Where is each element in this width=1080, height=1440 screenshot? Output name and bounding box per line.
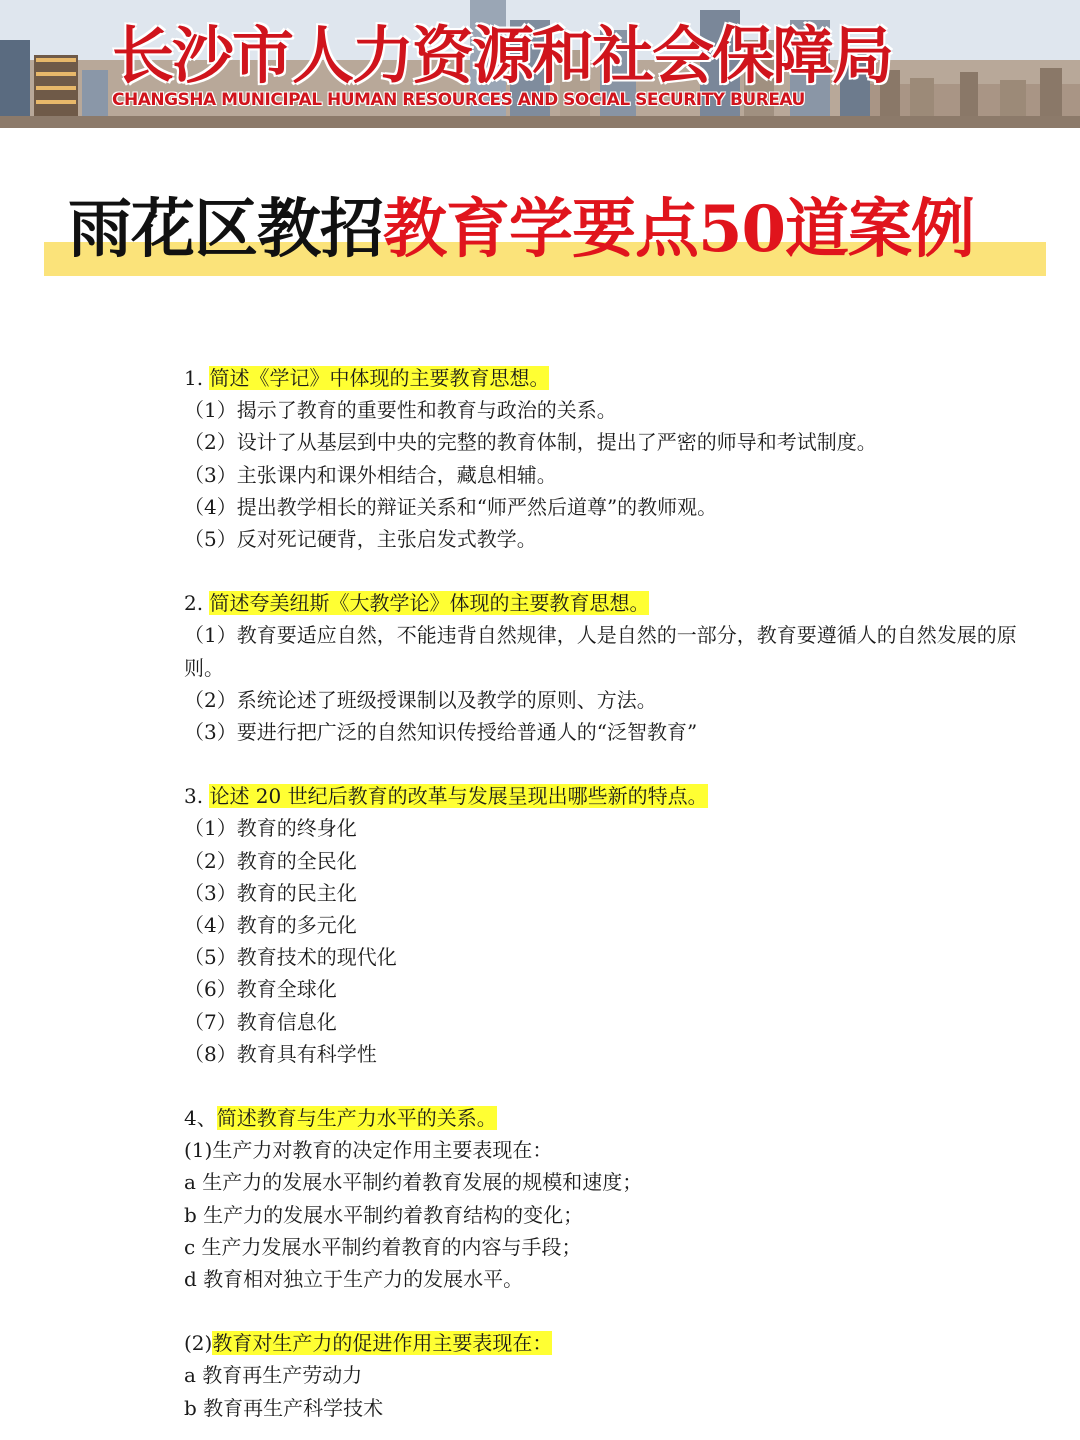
- answer-line: （3）教育的民主化: [184, 880, 357, 905]
- question-number: 2.: [184, 591, 210, 616]
- headline-block: [44, 186, 1046, 286]
- page-title: [68, 186, 974, 274]
- answer-line: （1）教育的终身化: [184, 816, 357, 841]
- question-title: 简述《学记》中体现的主要教育思想。: [209, 366, 550, 390]
- title-part-district: 雨花区教招: [68, 192, 383, 267]
- sub-heading-2: [184, 1327, 1044, 1359]
- sub-heading-prefix: (2): [184, 1331, 213, 1356]
- answer-line: （2）系统论述了班级授课制以及教学的原则、方法。: [184, 687, 657, 712]
- answer-line: （4）提出教学相长的辩证关系和“师严然后道尊”的教师观。: [184, 494, 718, 519]
- question-4: [184, 1102, 1044, 1134]
- answer-line: （4）教育的多元化: [184, 913, 357, 938]
- question-number: 4、: [184, 1106, 217, 1131]
- answer-line: （3）要进行把广泛的自然知识传授给普通人的“泛智教育”: [184, 720, 698, 745]
- question-title: 简述夸美纽斯《大教学论》体现的主要教育思想。: [209, 591, 650, 616]
- answer-line: a 生产力的发展水平制约着教育发展的规模和速度；: [184, 1170, 643, 1195]
- answer-line: （7）教育信息化: [184, 1009, 337, 1034]
- answer-line: （8）教育具有科学性: [184, 1041, 377, 1066]
- answer-line: （3）主张课内和课外相结合，藏息相辅。: [184, 462, 557, 487]
- answer-line: b 生产力的发展水平制约着教育结构的变化；: [184, 1202, 584, 1227]
- question-title: 简述教育与生产力水平的关系。: [216, 1106, 497, 1131]
- answer-line: （5）反对死记硬背，主张启发式教学。: [184, 527, 537, 552]
- title-part-topic: 教育学要点50道案例: [383, 192, 975, 267]
- answer-line: （5）教育技术的现代化: [184, 945, 397, 970]
- header-banner: [0, 0, 1080, 128]
- answer-line: c 生产力发展水平制约着教育的内容与手段；: [184, 1234, 582, 1259]
- answer-line: b 教育再生产科学技术: [184, 1395, 384, 1420]
- bureau-title: 长沙市人力资源和社会保障局: [112, 19, 893, 92]
- answer-line: （1）揭示了教育的重要性和教育与政治的关系。: [184, 398, 617, 423]
- bureau-subtitle: CHANGSHA MUNICIPAL HUMAN RESOURCES AND SOCIAL SECURITY BUREAU: [112, 90, 805, 110]
- question-title: 论述 20 世纪后教育的改革与发展呈现出哪些新的特点。: [209, 784, 708, 809]
- question-2: [184, 587, 1044, 619]
- answer-line: （1）教育要适应自然，不能违背自然规律，人是自然的一部分，教育要遵循人的自然发展的原则。: [184, 623, 1017, 680]
- qa-content: [184, 362, 1044, 1424]
- answer-line: （2）设计了从基层到中央的完整的教育体制，提出了严密的师导和考试制度。: [184, 430, 877, 455]
- answer-line: a 教育再生产劳动力: [184, 1363, 363, 1388]
- answer-line: （2）教育的全民化: [184, 848, 357, 873]
- sub-heading-text: 教育对生产力的促进作用主要表现在：: [212, 1331, 553, 1356]
- question-1: [184, 362, 1044, 394]
- answer-line: （6）教育全球化: [184, 977, 337, 1002]
- answer-line: d 教育相对独立于生产力的发展水平。: [184, 1267, 524, 1292]
- sub-heading: (1)生产力对教育的决定作用主要表现在：: [184, 1138, 553, 1163]
- question-number: 1.: [184, 366, 210, 390]
- question-number: 3.: [184, 784, 210, 809]
- question-3: [184, 780, 1044, 812]
